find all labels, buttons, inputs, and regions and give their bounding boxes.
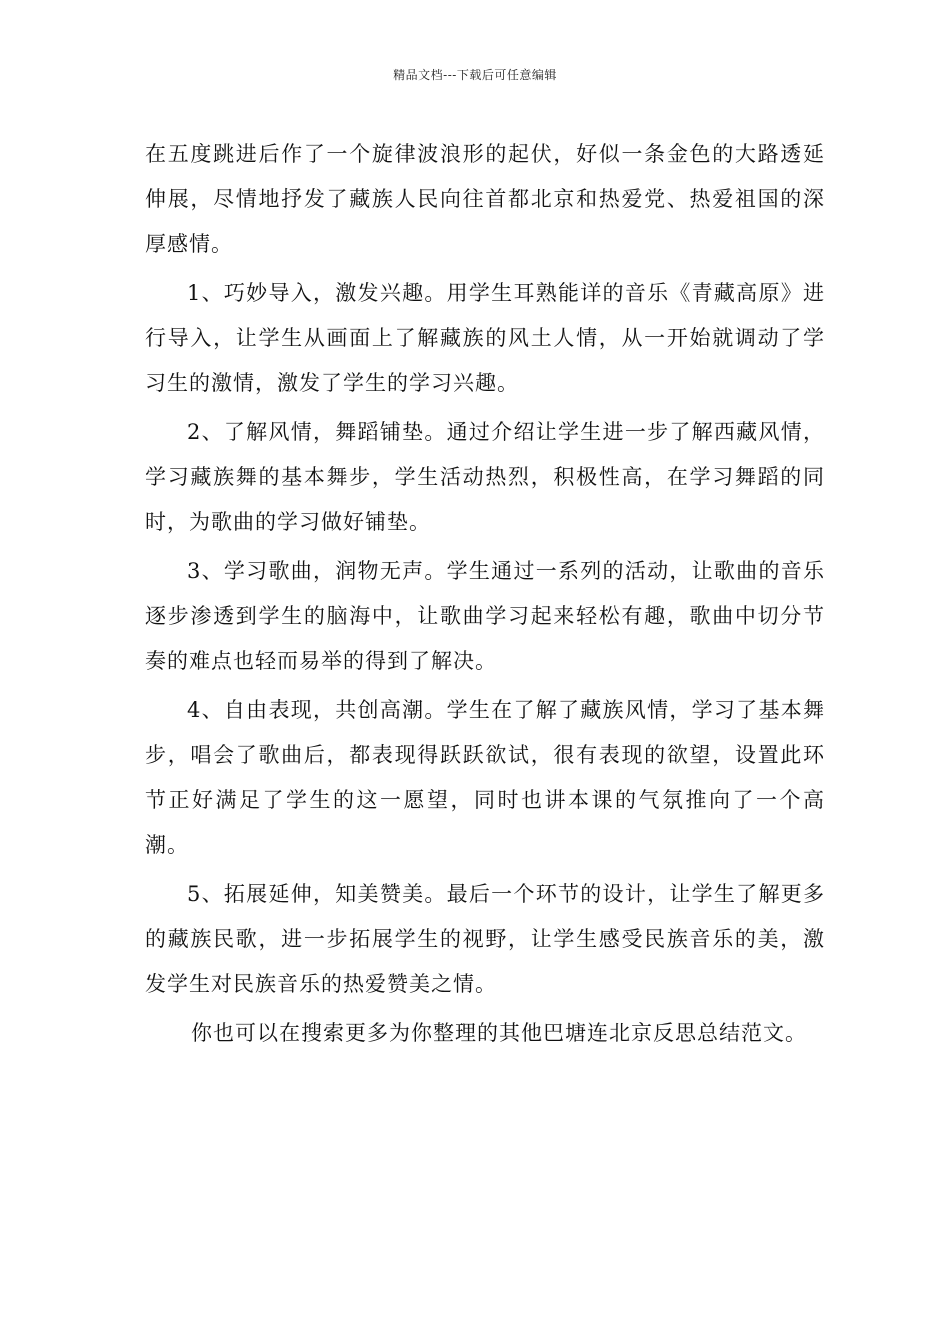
paragraph-closing: 你也可以在搜索更多为你整理的其他巴塘连北京反思总结范文。	[191, 1021, 807, 1045]
document-body	[145, 132, 825, 1060]
paragraph-item-2: 2、了解风情，舞蹈铺垫。通过介绍让学生进一步了解西藏风情，学习藏族舞的基本舞步，学生活动热烈，积极性高，在学习舞蹈的同时，为歌曲的学习做好铺垫。	[145, 420, 825, 534]
page-header: 精品文档---下载后可任意编辑	[393, 68, 557, 82]
paragraph-item-5: 5、拓展延伸，知美赞美。最后一个环节的设计，让学生了解更多的藏族民歌，进一步拓展学生的视野，让学生感受民族音乐的美，激发学生对民族音乐的热爱赞美之情。	[145, 882, 825, 996]
paragraph-item-4: 4、自由表现，共创高潮。学生在了解了藏族风情，学习了基本舞步，唱会了歌曲后，都表现得跃跃欲试，很有表现的欲望，设置此环节正好满足了学生的这一愿望，同时也讲本课的气氛推向了一个高潮。	[145, 698, 825, 857]
paragraph-item-3: 3、学习歌曲，润物无声。学生通过一系列的活动，让歌曲的音乐逐步渗透到学生的脑海中，让歌曲学习起来轻松有趣，歌曲中切分节奏的难点也轻而易举的得到了解决。	[145, 559, 825, 673]
paragraph-item-1: 1、巧妙导入，激发兴趣。用学生耳熟能详的音乐《青藏高原》进行导入，让学生从画面上了解藏族的风土人情，从一开始就调动了学习生的激情，激发了学生的学习兴趣。	[145, 281, 825, 395]
paragraph-continuation: 在五度跳进后作了一个旋律波浪形的起伏，好似一条金色的大路透延伸展，尽情地抒发了藏族人民向往首都北京和热爱党、热爱祖国的深厚感情。	[145, 142, 825, 256]
